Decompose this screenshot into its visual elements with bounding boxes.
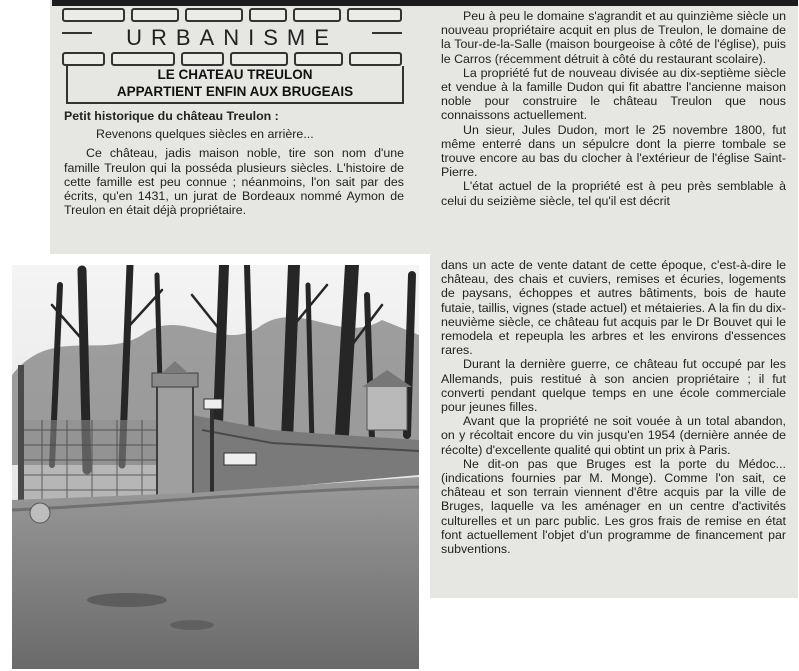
paragraph: Peu à peu le domaine s'agrandit et au quinzième siècle un nouveau propriétaire acquit en plus de Treulon, le domaine de la Tour-de-la-Salle (maison bourgeoise à côté de l'église), puis le Carros (récemment détruit à côté du restaurant scolaire). <box>441 9 786 66</box>
banner-rule-right <box>372 32 402 34</box>
puddle <box>170 620 214 630</box>
banner-rule-left <box>62 32 92 34</box>
section-banner <box>62 8 402 66</box>
paragraph: Ce château, jadis maison noble, tire son nom d'une famille Treulon qui la posséda plusieurs siècles. L'histoire de cette famille est peu connue ; néanmoins, l'on sait par des écrits, qu'en 1431, un jurat de Bordeaux nommé Aymon de Treulon en était déjà propriétaire. <box>64 146 404 218</box>
headline-line-1: LE CHATEAU TREULON <box>157 67 313 82</box>
headline-box <box>66 66 404 104</box>
brick <box>293 8 341 22</box>
brick <box>349 52 402 66</box>
brick-border-top <box>62 8 402 22</box>
left-column <box>64 109 404 217</box>
brick <box>347 8 402 22</box>
brick <box>294 52 342 66</box>
paragraph: Durant la dernière guerre, ce château fut occupé par les Allemands, puis restitué à son ancien propriétaire ; il fut converti pendant quelque temps en une école commerciale pour jeunes filles. <box>441 357 786 415</box>
brick <box>111 52 174 66</box>
estate-gate-photo <box>12 265 419 669</box>
paragraph: Un sieur, Jules Dudon, mort le 25 novembre 1800, fut même enterré dans un sépulcre dont la pierre tombale se trouve encore au bas du clocher à l'extérieur de l'église Saint-Pierre. <box>441 122 786 180</box>
gate-pillar <box>152 361 198 505</box>
puddle <box>87 593 167 607</box>
paragraph: La propriété fut de nouveau divisée au dix-septième siècle et vendue à la famille Dudon qui fit abattre l'ancienne maison noble pour construire le château Treulon que nous connaissons actuellement. <box>441 65 786 123</box>
brick <box>249 8 287 22</box>
headline-line-2: APPARTIENT ENFIN AUX BRUGEAIS <box>116 84 354 99</box>
brick <box>230 52 288 66</box>
paragraph: L'état actuel de la propriété est à peu près semblable à celui du seizième siècle, tel qu'il est décrit <box>441 179 786 208</box>
photo-drawing <box>12 265 419 669</box>
brick <box>181 52 224 66</box>
top-rule <box>52 0 798 6</box>
subheading: Petit historique du château Treulon : <box>64 109 279 123</box>
brick <box>185 8 243 22</box>
banner-title: URBANISME <box>126 25 338 50</box>
paragraph: Ne dit-on pas que Bruges est la porte du Médoc... (indications fournies par M. Monge). Comme l'on sait, ce château et son terrain viennent d'être acquis par la ville de Bruges, laquelle va les aménager en un centre d'activités culturelles et un parc public. Les gros frais de remise en état font actuellement l'objet d'un programme de financement par subventions. <box>441 456 786 557</box>
paragraph: Avant que la propriété ne soit vouée à un total abandon, on y récoltait encore du vin jusqu'en 1954 (dernière année de récolte) d'excellente qualité qui obtint un prix à Paris. <box>441 414 786 457</box>
paragraph: dans un acte de vente datant de cette époque, c'est-à-dire le château, des chais et cuviers, remises et écuries, logements de paysans, échoppes et autres bâtiments, bois de haute futaie, taillis, vignes (stade actuel) et métaieries. A la fin du dix-neuvième siècle, ce château fut acquis par le Dr Bouvet qui le remodela et repeupla les arbres et les environs d'essences rares. <box>441 258 786 358</box>
intro-line: Revenons quelques siècles en arrière... <box>96 127 314 142</box>
boundary-stone <box>30 503 50 523</box>
building <box>367 385 407 430</box>
brick <box>62 8 125 22</box>
brick <box>62 52 105 66</box>
right-column-top <box>441 9 786 208</box>
brick <box>131 8 179 22</box>
brick-border-bottom <box>62 52 402 66</box>
right-column-bottom <box>441 258 786 556</box>
